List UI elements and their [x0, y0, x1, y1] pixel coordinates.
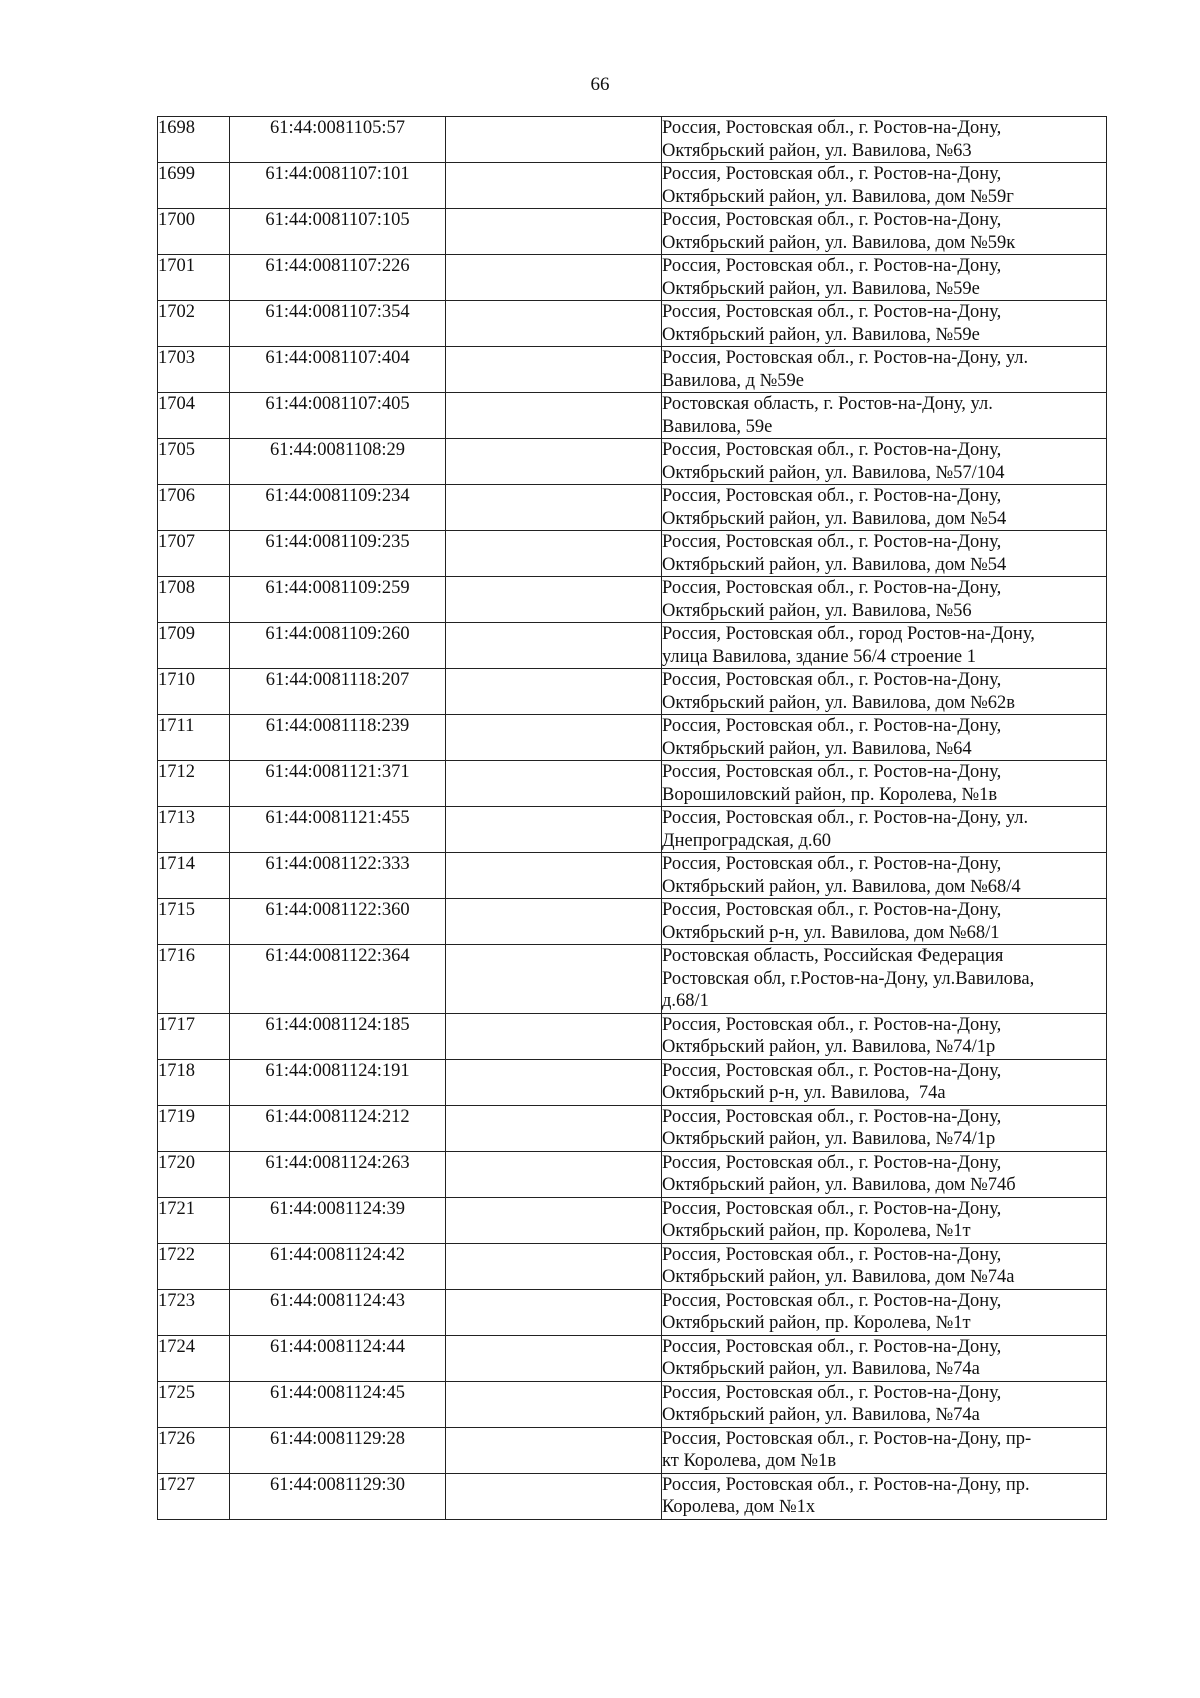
row-number-cell: 1709 — [158, 623, 230, 669]
empty-cell — [446, 301, 662, 347]
address-line: Россия, Ростовская обл., г. Ростов-на-Дону, — [662, 1106, 1002, 1127]
row-number-cell: 1705 — [158, 439, 230, 485]
address-line: Россия, Ростовская обл., г. Ростов-на-Дону, — [662, 1152, 1002, 1173]
cadastral-number-cell: 61:44:0081124:44 — [230, 1335, 446, 1381]
cadastral-number-cell: 61:44:0081129:28 — [230, 1427, 446, 1473]
cadastral-number-cell: 61:44:0081122:364 — [230, 945, 446, 1014]
empty-cell — [446, 1059, 662, 1105]
address-cell — [662, 393, 1107, 439]
register-table — [157, 116, 1107, 1520]
address-cell — [662, 1473, 1107, 1519]
address-cell — [662, 1151, 1107, 1197]
address-line: Октябрьский р-н, ул. Вавилова, дом №68/1 — [662, 922, 1000, 943]
page-number: 66 — [590, 74, 610, 95]
row-number-cell: 1706 — [158, 485, 230, 531]
empty-cell — [446, 1151, 662, 1197]
empty-cell — [446, 623, 662, 669]
address-line: Октябрьский район, ул. Вавилова, дом №74б — [662, 1175, 1016, 1195]
address-cell — [662, 577, 1107, 623]
address-cell — [662, 1427, 1107, 1473]
empty-cell — [446, 1105, 662, 1151]
address-line: Ростовская область, г. Ростов-на-Дону, ул. — [662, 394, 993, 414]
table-row — [158, 1381, 1107, 1427]
register-body — [158, 117, 1107, 1520]
address-line: Октябрьский район, ул. Вавилова, дом №54 — [662, 554, 1007, 575]
address-line: Россия, Ростовская обл., г. Ростов-на-Дону, пр- — [662, 1428, 1032, 1449]
table-row — [158, 301, 1107, 347]
row-number-cell: 1700 — [158, 209, 230, 255]
address-cell — [662, 1289, 1107, 1335]
cadastral-number-cell: 61:44:0081122:333 — [230, 853, 446, 899]
address-line: Октябрьский район, ул. Вавилова, дом №62в — [662, 692, 1016, 713]
empty-cell — [446, 1013, 662, 1059]
address-cell — [662, 255, 1107, 301]
cadastral-number-cell: 61:44:0081124:39 — [230, 1197, 446, 1243]
table-row — [158, 1105, 1107, 1151]
row-number-cell: 1717 — [158, 1013, 230, 1059]
row-number-cell: 1722 — [158, 1243, 230, 1289]
address-line: Россия, Ростовская обл., г. Ростов-на-Дону, — [662, 256, 1002, 276]
address-cell — [662, 807, 1107, 853]
cadastral-number-cell: 61:44:0081109:259 — [230, 577, 446, 623]
empty-cell — [446, 761, 662, 807]
address-cell — [662, 531, 1107, 577]
address-line: Октябрьский р-н, ул. Вавилова, 74а — [662, 1083, 946, 1103]
address-line: Октябрьский район, ул. Вавилова, №64 — [662, 738, 972, 759]
row-number-cell: 1698 — [158, 117, 230, 163]
table-row — [158, 485, 1107, 531]
address-line: Россия, Ростовская обл., г. Ростов-на-Дону, — [662, 716, 1002, 736]
table-row — [158, 1335, 1107, 1381]
address-line: Октябрьский район, ул. Вавилова, дом №68/4 — [662, 876, 1021, 897]
table-row — [158, 1059, 1107, 1105]
address-line: Ростовская область, Российская Федерация — [662, 946, 1004, 966]
table-row — [158, 1197, 1107, 1243]
row-number-cell: 1702 — [158, 301, 230, 347]
empty-cell — [446, 899, 662, 945]
table-row — [158, 1243, 1107, 1289]
address-cell — [662, 485, 1107, 531]
address-line: кт Королева, дом №1в — [662, 1451, 837, 1471]
address-line: Октябрьский район, ул. Вавилова, №74а — [662, 1405, 980, 1425]
address-line: Россия, Ростовская обл., г. Ростов-на-Дону, — [662, 486, 1002, 506]
address-line: Россия, Ростовская обл., г. Ростов-на-Дону, — [662, 578, 1002, 598]
address-cell — [662, 761, 1107, 807]
address-cell — [662, 853, 1107, 899]
cadastral-number-cell: 61:44:0081107:226 — [230, 255, 446, 301]
table-row — [158, 761, 1107, 807]
address-cell — [662, 209, 1107, 255]
row-number-cell: 1716 — [158, 945, 230, 1014]
empty-cell — [446, 439, 662, 485]
empty-cell — [446, 1243, 662, 1289]
row-number-cell: 1712 — [158, 761, 230, 807]
address-line: Октябрьский район, ул. Вавилова, №63 — [662, 140, 972, 161]
address-line: Россия, Ростовская обл., г. Ростов-на-Дону, — [662, 1014, 1002, 1035]
cadastral-number-cell: 61:44:0081129:30 — [230, 1473, 446, 1519]
empty-cell — [446, 1427, 662, 1473]
address-line: Россия, Ростовская обл., г. Ростов-на-Дону, пр. — [662, 1474, 1030, 1495]
empty-cell — [446, 807, 662, 853]
table-row — [158, 1289, 1107, 1335]
address-line: Октябрьский район, ул. Вавилова, №74а — [662, 1359, 980, 1379]
row-number-cell: 1699 — [158, 163, 230, 209]
empty-cell — [446, 945, 662, 1014]
address-line: Октябрьский район, пр. Королева, №1т — [662, 1313, 971, 1333]
table-row — [158, 163, 1107, 209]
row-number-cell: 1704 — [158, 393, 230, 439]
row-number-cell: 1719 — [158, 1105, 230, 1151]
cadastral-number-cell: 61:44:0081124:185 — [230, 1013, 446, 1059]
address-line: Россия, Ростовская обл., г. Ростов-на-Дону, — [662, 1060, 1002, 1081]
empty-cell — [446, 669, 662, 715]
table-row — [158, 1427, 1107, 1473]
cadastral-number-cell: 61:44:0081124:45 — [230, 1381, 446, 1427]
address-line: Королева, дом №1х — [662, 1497, 816, 1517]
address-line: Октябрьский район, ул. Вавилова, №74/1р — [662, 1129, 996, 1149]
empty-cell — [446, 1197, 662, 1243]
empty-cell — [446, 1473, 662, 1519]
address-line: Ростовская обл, г.Ростов-на-Дону, ул.Вавилова, — [662, 968, 1035, 989]
cadastral-number-cell: 61:44:0081107:404 — [230, 347, 446, 393]
address-line: Вавилова, 59е — [662, 416, 773, 437]
table-row — [158, 393, 1107, 439]
address-line: Россия, Ростовская обл., г. Ростов-на-Дону, — [662, 1198, 1002, 1219]
table-row — [158, 899, 1107, 945]
address-cell — [662, 439, 1107, 485]
row-number-cell: 1713 — [158, 807, 230, 853]
table-row — [158, 255, 1107, 301]
row-number-cell: 1723 — [158, 1289, 230, 1335]
empty-cell — [446, 117, 662, 163]
empty-cell — [446, 163, 662, 209]
cadastral-number-cell: 61:44:0081107:405 — [230, 393, 446, 439]
empty-cell — [446, 1289, 662, 1335]
row-number-cell: 1720 — [158, 1151, 230, 1197]
cadastral-number-cell: 61:44:0081105:57 — [230, 117, 446, 163]
cadastral-number-cell: 61:44:0081121:371 — [230, 761, 446, 807]
table-row — [158, 669, 1107, 715]
cadastral-number-cell: 61:44:0081118:239 — [230, 715, 446, 761]
address-cell — [662, 301, 1107, 347]
cadastral-number-cell: 61:44:0081108:29 — [230, 439, 446, 485]
cadastral-number-cell: 61:44:0081107:101 — [230, 163, 446, 209]
cadastral-number-cell: 61:44:0081124:191 — [230, 1059, 446, 1105]
address-line: Россия, Ростовская обл., г. Ростов-на-Дону, — [662, 210, 1002, 230]
address-line: Россия, Ростовская обл., г. Ростов-на-Дону, — [662, 1244, 1002, 1265]
address-cell — [662, 1243, 1107, 1289]
address-line: Россия, Ростовская обл., город Ростов-на-Дону, — [662, 624, 1035, 644]
address-line: Октябрьский район, ул. Вавилова, №59е — [662, 278, 980, 299]
cadastral-number-cell: 61:44:0081124:42 — [230, 1243, 446, 1289]
row-number-cell: 1701 — [158, 255, 230, 301]
table-row — [158, 531, 1107, 577]
address-line: Октябрьский район, ул. Вавилова, дом №59к — [662, 232, 1016, 253]
empty-cell — [446, 255, 662, 301]
address-line: Россия, Ростовская обл., г. Ростов-на-Дону, — [662, 900, 1002, 920]
table-row — [158, 853, 1107, 899]
address-line: Октябрьский район, ул. Вавилова, №57/104 — [662, 462, 1005, 483]
address-line: Октябрьский район, ул. Вавилова, дом №59г — [662, 186, 1014, 207]
table-row — [158, 577, 1107, 623]
address-line: Октябрьский район, ул. Вавилова, дом №74а — [662, 1267, 1015, 1287]
cadastral-number-cell: 61:44:0081109:234 — [230, 485, 446, 531]
address-cell — [662, 1197, 1107, 1243]
address-line: Россия, Ростовская обл., г. Ростов-на-Дону, — [662, 1336, 1002, 1357]
address-cell — [662, 1335, 1107, 1381]
address-line: Октябрьский район, ул. Вавилова, №74/1р — [662, 1037, 996, 1057]
empty-cell — [446, 209, 662, 255]
address-cell — [662, 347, 1107, 393]
address-line: Россия, Ростовская обл., г. Ростов-на-Дону, — [662, 1382, 1002, 1403]
table-row — [158, 347, 1107, 393]
row-number-cell: 1718 — [158, 1059, 230, 1105]
address-line: Вавилова, д №59е — [662, 370, 805, 391]
address-line: Россия, Ростовская обл., г. Ростов-на-Дону, — [662, 118, 1002, 138]
row-number-cell: 1726 — [158, 1427, 230, 1473]
address-cell — [662, 945, 1107, 1014]
address-line: Россия, Ростовская обл., г. Ростов-на-Дону, — [662, 854, 1002, 874]
row-number-cell: 1708 — [158, 577, 230, 623]
row-number-cell: 1711 — [158, 715, 230, 761]
address-cell — [662, 1059, 1107, 1105]
empty-cell — [446, 347, 662, 393]
address-line: Октябрьский район, ул. Вавилова, дом №54 — [662, 508, 1007, 529]
address-cell — [662, 163, 1107, 209]
cadastral-number-cell: 61:44:0081118:207 — [230, 669, 446, 715]
table-row — [158, 1473, 1107, 1519]
empty-cell — [446, 715, 662, 761]
empty-cell — [446, 393, 662, 439]
address-cell — [662, 899, 1107, 945]
cadastral-number-cell: 61:44:0081122:360 — [230, 899, 446, 945]
cadastral-number-cell: 61:44:0081107:354 — [230, 301, 446, 347]
address-line: д.68/1 — [662, 991, 709, 1011]
table-row — [158, 439, 1107, 485]
cadastral-number-cell: 61:44:0081124:43 — [230, 1289, 446, 1335]
empty-cell — [446, 577, 662, 623]
address-line: Россия, Ростовская обл., г. Ростов-на-Дону, — [662, 164, 1002, 184]
address-line: Россия, Ростовская обл., г. Ростов-на-Дону, ул. — [662, 348, 1029, 368]
address-line: Россия, Ростовская обл., г. Ростов-на-Дону, — [662, 440, 1002, 460]
table-row — [158, 945, 1107, 1014]
cadastral-number-cell: 61:44:0081124:263 — [230, 1151, 446, 1197]
table-row — [158, 209, 1107, 255]
address-line: Россия, Ростовская обл., г. Ростов-на-Дону, — [662, 1290, 1002, 1311]
address-cell — [662, 715, 1107, 761]
row-number-cell: 1725 — [158, 1381, 230, 1427]
address-cell — [662, 1013, 1107, 1059]
address-cell — [662, 117, 1107, 163]
empty-cell — [446, 485, 662, 531]
address-line: Россия, Ростовская обл., г. Ростов-на-Дону, — [662, 302, 1002, 322]
address-line: Россия, Ростовская обл., г. Ростов-на-Дону, — [662, 532, 1002, 552]
cadastral-number-cell: 61:44:0081107:105 — [230, 209, 446, 255]
table-row — [158, 117, 1107, 163]
cadastral-number-cell: 61:44:0081109:235 — [230, 531, 446, 577]
cadastral-number-cell: 61:44:0081109:260 — [230, 623, 446, 669]
empty-cell — [446, 853, 662, 899]
row-number-cell: 1724 — [158, 1335, 230, 1381]
address-line: Октябрьский район, ул. Вавилова, №59е — [662, 324, 980, 345]
cadastral-number-cell: 61:44:0081124:212 — [230, 1105, 446, 1151]
row-number-cell: 1727 — [158, 1473, 230, 1519]
address-line: Россия, Ростовская обл., г. Ростов-на-Дону, — [662, 762, 1002, 782]
empty-cell — [446, 1381, 662, 1427]
empty-cell — [446, 1335, 662, 1381]
row-number-cell: 1703 — [158, 347, 230, 393]
row-number-cell: 1721 — [158, 1197, 230, 1243]
address-cell — [662, 1105, 1107, 1151]
row-number-cell: 1710 — [158, 669, 230, 715]
table-row — [158, 715, 1107, 761]
cadastral-number-cell: 61:44:0081121:455 — [230, 807, 446, 853]
address-line: Россия, Ростовская обл., г. Ростов-на-Дону, ул. — [662, 808, 1029, 828]
address-line: Октябрьский район, ул. Вавилова, №56 — [662, 600, 972, 621]
address-line: Ворошиловский район, пр. Королева, №1в — [662, 784, 998, 805]
row-number-cell: 1715 — [158, 899, 230, 945]
address-line: улица Вавилова, здание 56/4 строение 1 — [662, 646, 977, 667]
table-row — [158, 1151, 1107, 1197]
address-cell — [662, 623, 1107, 669]
table-row — [158, 1013, 1107, 1059]
address-line: Октябрьский район, пр. Королева, №1т — [662, 1221, 971, 1241]
address-cell — [662, 669, 1107, 715]
table-row — [158, 807, 1107, 853]
row-number-cell: 1707 — [158, 531, 230, 577]
row-number-cell: 1714 — [158, 853, 230, 899]
empty-cell — [446, 531, 662, 577]
address-line: Днепроградская, д.60 — [662, 830, 832, 851]
address-cell — [662, 1381, 1107, 1427]
address-line: Россия, Ростовская обл., г. Ростов-на-Дону, — [662, 670, 1002, 690]
table-row — [158, 623, 1107, 669]
